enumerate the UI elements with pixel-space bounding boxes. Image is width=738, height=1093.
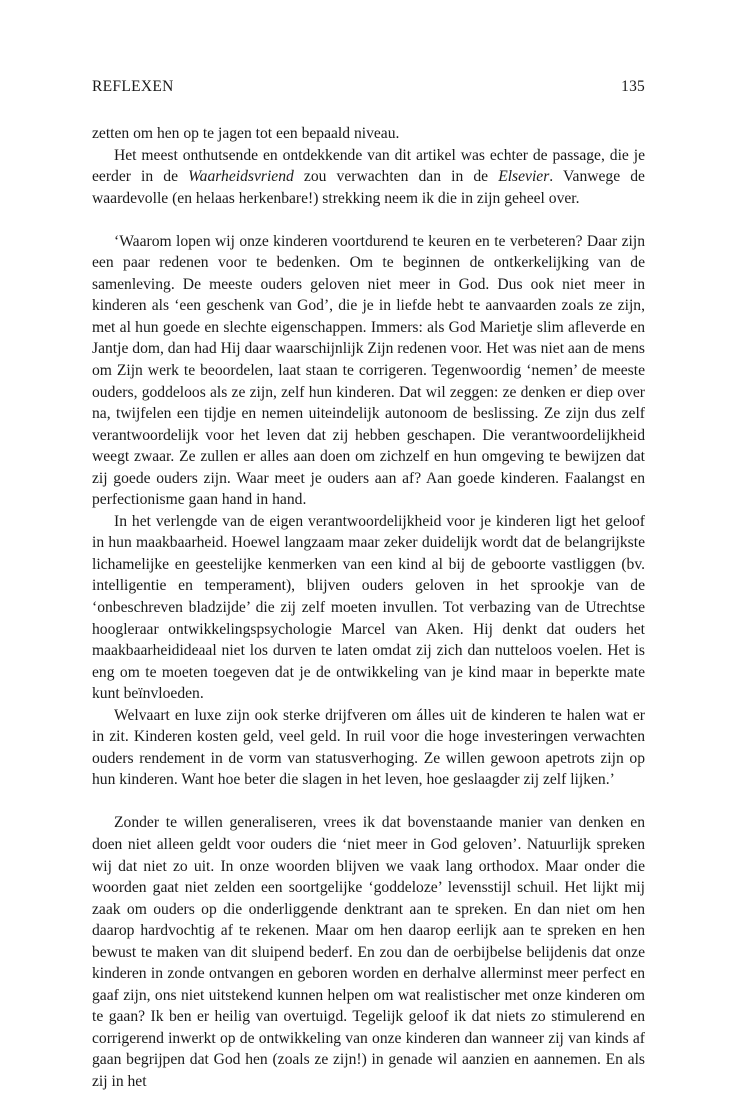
paragraph-text: . Vanwege de waardevolle (en helaas herkenbare!) strekking neem ik die in zijn geheel over. [92,168,645,207]
quote-paragraph-3: Welvaart en luxe zijn ook sterke drijfveren om álles uit de kinderen te halen wat er in zit. Kinderen kosten geld, veel geld. In ruil voor die hoge investeringen verwachten ouders rendement in de vorm van statusverhoging. Ze willen gewoon apetrots zijn op hun kinderen. Want hoe beter die slagen in het leven, hoe geslaagder zij zelf lijken.’ [92,706,645,789]
publication-title: Elsevier [498,168,550,186]
quote-paragraph-2: In het verlengde van de eigen verantwoordelijkheid voor je kinderen ligt het geloof in hun maakbaarheid. Hoewel langzaam maar zeker duidelijk wordt dat de belangrijkste lichamelijke en geestelijke kenmerken van een kind al bij de geboorte vastliggen (bv. intelligentie en temperament), blijven ouders geloven in het sprookje van de ‘onbeschreven bladzijde’ die zij zelf moeten invullen. Tot verbazing van de Utrechtse hoogleraar ontwikkelingspsychologie Marcel van Aken. Hij denkt dat ouders het maakbaarheidideaal niet los durven te laten omdat zij zich dan nutteloos voelen. Het is eng om te moeten toegeven dat je de ontwikkeling van je kind maar in beperkte mate kunt beïnvloeden. [92,512,645,703]
publication-title: Waarheidsvriend [188,168,294,186]
running-title: REFLEXEN [92,78,174,95]
book-page [92,78,645,1093]
quote-paragraph-1: ‘Waarom lopen wij onze kinderen voortdurend te keuren en te verbeteren? Daar zijn een paar redenen voor te bedenken. Om te beginnen de ontkerkelijking van de samenleving. De meeste ouders geloven niet meer in God. Dus ook niet meer in kinderen als ‘een geschenk van God’, die je in liefde hebt te aanvaarden zoals ze zijn, met al hun goede en slechte eigenschappen. Immers: als God Marietje slim afleverde en Jantje dom, dan had Hij daar waarschijnlijk Zijn redenen voor. Het was niet aan de mens om Zijn werk te beoordelen, laat staan te corrigeren. Tegenwoordig ‘nemen’ de meeste ouders, goddeloos als ze zijn, zelf hun kinderen. Dat wil zeggen: ze denken er diep over na, twijfelen een tijdje en nemen uiteindelijk autonoom de beslissing. Ze zijn dus zelf verantwoordelijk voor het leven dat zij hebben geschapen. Die verantwoordelijkheid weegt zwaar. Ze zullen er alles aan doen om zichzelf en hun omgeving te bewijzen dat zij goede ouders zijn. Waar meet je ouders aan af? Aan goede kinderen. Faalangst en perfectionisme gaan hand in hand. [92,232,645,509]
paragraph-gap [92,209,645,231]
running-header [92,78,645,96]
paragraph-text: zou verwachten dan in de [293,168,499,186]
paragraph-reflection: Zonder te willen generaliseren, vrees ik dat bovenstaande manier van denken en doen niet alleen geldt voor ouders die ‘niet meer in God geloven’. Natuurlijk spreken wij dat niet zo uit. In onze woorden blijven we vaak lang orthodox. Maar onder die woorden gaat niet zelden een soortgelijke ‘goddeloze’ levensstijl schuil. Het lijkt mij zaak om ouders op die onderliggende denktrant aan te spreken. En dan niet om hen daarop hardvochtig af te rekenen. Maar om hen daarop eerlijk aan te spreken en hen bewust te maken van dit sluipend bederf. En zou dan de oerbijbelse belijdenis dat onze kinderen in zonde ontvangen en geboren worden en derhalve allerminst meer perfect en gaaf zijn, ons niet uitstekend kunnen helpen om wat realistischer met onze kinderen om te gaan? Ik ben er heilig van overtuigd. Tegelijk geloof ik dat niets zo stimulerend en corrigerend inwerkt op de ontwikkeling van onze kinderen dan wanneer zij van kinds af gaan begrijpen dat God hen (zoals ze zijn!) in genade wil aanzien en aannemen. En als zij in het [92,814,645,1090]
paragraph-gap [92,791,645,813]
paragraph-text: Het meest onthutsende en ontdekkende van dit artikel was echter de passage, die je eerder in de [92,146,645,186]
paragraph-intro-passage [92,145,645,210]
page-number: 135 [621,78,645,95]
paragraph-continuation: zetten om hen op te jagen tot een bepaald niveau. [92,125,400,142]
